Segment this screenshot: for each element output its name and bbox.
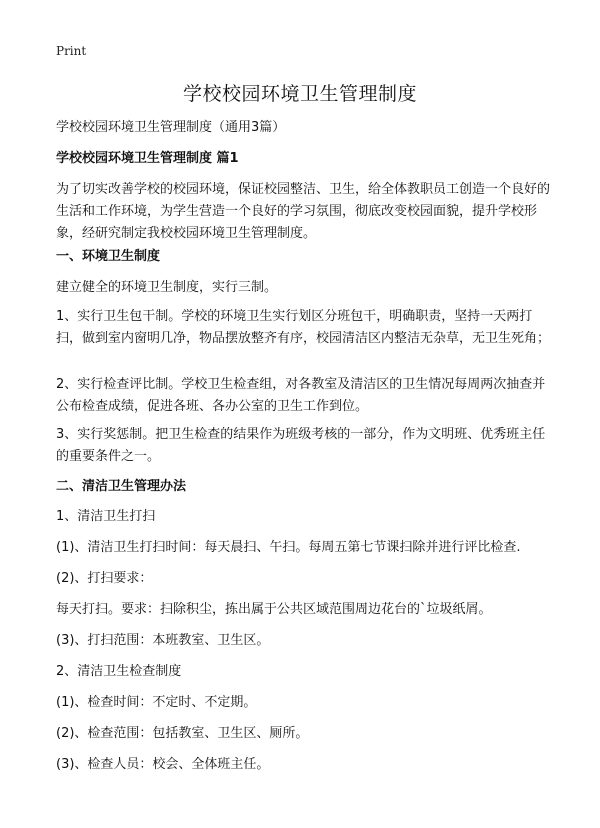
page-title: 学校校园环境卫生管理制度 [182,83,417,105]
part1-paragraph-2: 2、实行检查评比制。学校卫生检查组，对各教室及清洁区的卫生情况每周两次抽查并公布检查成绩，促进各班、各办公室的卫生工作到位。 [56,377,546,414]
part2-item-2-1: (1)、检查时间：不定时、不定期。 [56,695,257,710]
part1-heading: 一、环境卫生制度 [56,249,161,264]
part2-item-2: 2、清洁卫生检查制度 [56,664,182,679]
print-label: Print [56,44,87,58]
part2-item-2-2: (2)、检查范围：包括教室、卫生区、厕所。 [56,726,309,741]
section-heading: 学校校园环境卫生管理制度 篇1 [56,151,239,166]
part2-item-1-2-text: 每天打扫。要求：扫除积尘，拣出属于公共区域范围周边花台的`垃圾纸屑。 [56,602,492,617]
document-subtitle: 学校校园环境卫生管理制度（通用3篇） [56,120,286,135]
part2-item-1-1: (1)、清洁卫生打扫时间：每天晨扫、午扫。每周五第七节课扫除并进行评比检查. [56,540,521,555]
part1-paragraph-0: 建立健全的环境卫生制度，实行三制。 [56,280,278,295]
part2-item-1: 1、清洁卫生打扫 [56,509,156,524]
part1-paragraph-1: 1、实行卫生包干制。学校的环境卫生实行划区分班包干，明确职责，坚持一天两打扫，做到室内窗明几净，物品摆放整齐有序，校园清洁区内整洁无杂草，无卫生死角； [56,309,551,346]
part2-item-1-2: (2)、打扫要求： [56,571,153,586]
part2-item-1-3: (3)、打扫范围：本班教室、卫生区。 [56,633,270,648]
intro-paragraph: 为了切实改善学校的校园环境，保证校园整洁、卫生，给全体教职员工创造一个良好的生活和工作环境，为学生营造一个良好的学习氛围，彻底改变校园面貌，提升学校形象，经研究制定我校校园环境卫生管理制度。 [56,182,551,241]
part2-heading: 二、清洁卫生管理办法 [56,479,187,494]
part2-item-2-3: (3)、检查人员：校会、全体班主任。 [56,757,270,772]
part1-paragraph-3: 3、实行奖惩制。把卫生检查的结果作为班级考核的一部分，作为文明班、优秀班主任的重要条件之一。 [56,427,546,464]
